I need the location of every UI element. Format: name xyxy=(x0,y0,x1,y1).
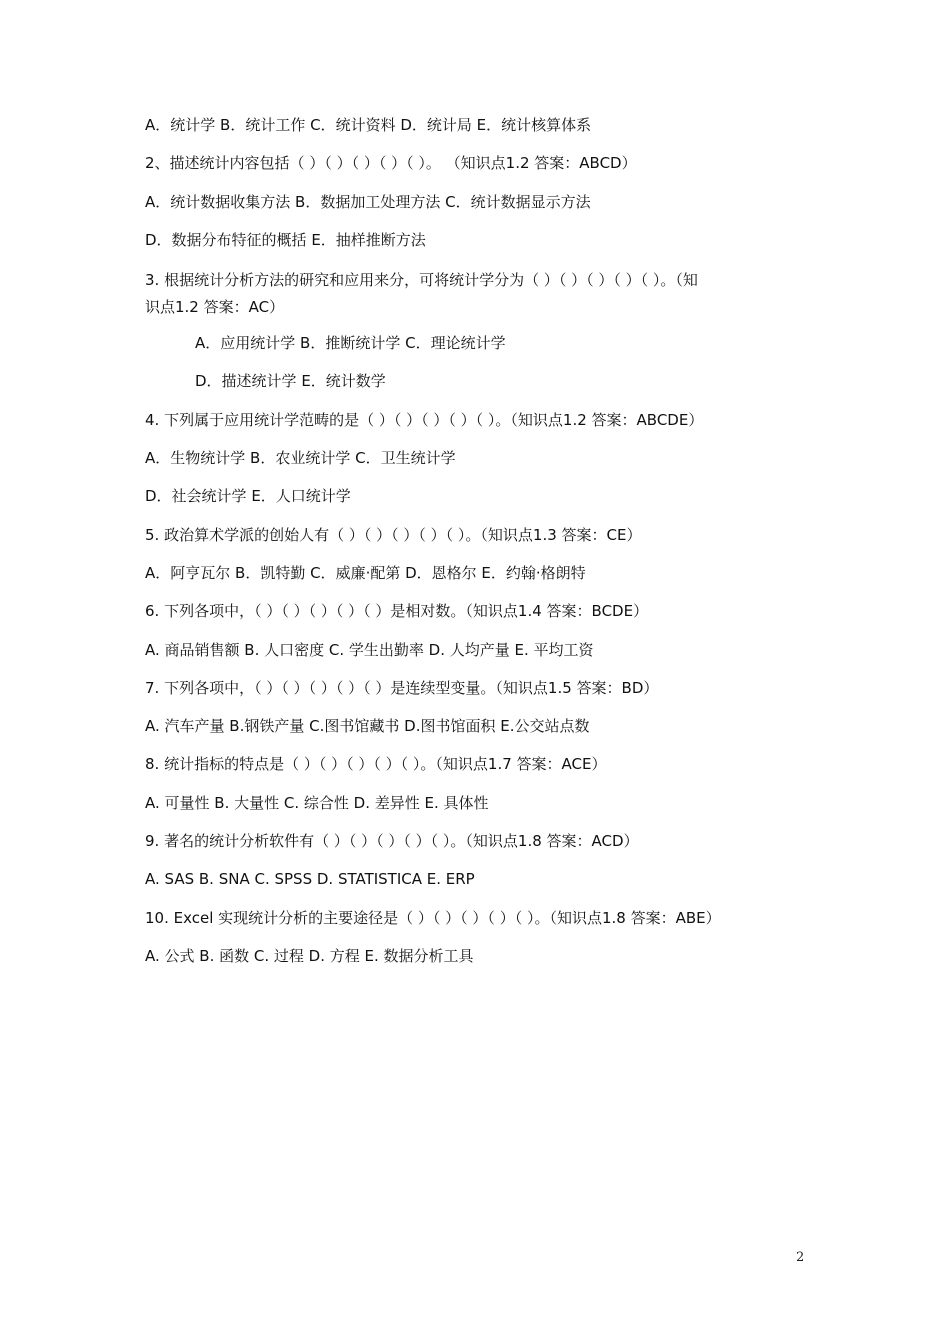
q10-question: 10. Excel 实现统计分析的主要途径是（ ）（ ）（ ）（ ）（ ）。（知识点1.8 答案：ABE） xyxy=(145,908,721,927)
q2-options-line-1: A．统计数据收集方法 B．数据加工处理方法 C．统计数据显示方法 xyxy=(145,192,591,211)
q9-question: 9. 著名的统计分析软件有（ ）（ ）（ ）（ ）（ ）。（知识点1.8 答案：ACD） xyxy=(145,832,639,851)
q3-options-line-1: A．应用统计学 B．推断统计学 C．理论统计学 xyxy=(195,334,506,353)
q3-options-line-2: D．描述统计学 E．统计数学 xyxy=(195,372,386,391)
q4-options-line-1: A．生物统计学 B．农业统计学 C．卫生统计学 xyxy=(145,449,456,468)
q3-question-line-2: 识点1.2 答案：AC） xyxy=(145,298,285,317)
q4-options-line-2: D．社会统计学 E．人口统计学 xyxy=(145,487,351,506)
q1-options: A．统计学 B．统计工作 C．统计资料 D．统计局 E．统计核算体系 xyxy=(145,116,592,134)
q3-question-line-1: 3. 根据统计分析方法的研究和应用来分，可将统计学分为（ ）（ ）（ ）（ ）（ ）。（知 xyxy=(145,271,698,290)
q7-options: A. 汽车产量 B.钢铁产量 C.图书馆藏书 D.图书馆面积 E.公交站点数 xyxy=(145,717,590,736)
page-number: 2 xyxy=(796,1250,805,1265)
q7-question: 7. 下列各项中，（ ）（ ）（ ）（ ）（ ）是连续型变量。（知识点1.5 答案：BD） xyxy=(145,678,659,697)
q2-question: 2、描述统计内容包括（ ）（ ）（ ）（ ）（ ）。 （知识点1.2 答案：ABCD） xyxy=(145,154,637,173)
q8-options: A. 可量性 B. 大量性 C. 综合性 D. 差异性 E. 具体性 xyxy=(145,793,489,812)
q5-question: 5. 政治算术学派的创始人有（ ）（ ）（ ）（ ）（ ）。（知识点1.3 答案：CE） xyxy=(145,525,642,544)
q3-question xyxy=(145,267,815,321)
q6-options: A. 商品销售额 B. 人口密度 C. 学生出勤率 D. 人均产量 E. 平均工资 xyxy=(145,640,594,659)
q4-question: 4. 下列属于应用统计学范畴的是（ ）（ ）（ ）（ ）（ ）。（知识点1.2 答案：ABCDE） xyxy=(145,410,704,429)
q9-options: A. SAS B. SNA C. SPSS D. STATISTICA E. ERP xyxy=(145,870,475,889)
q2-options-line-2: D．数据分布特征的概括 E．抽样推断方法 xyxy=(145,230,426,249)
q5-options: A．阿亨瓦尔 B．凯特勤 C．威廉·配第 D．恩格尔 E．约翰·格朗特 xyxy=(145,563,586,582)
q10-options: A. 公式 B. 函数 C. 过程 D. 方程 E. 数据分析工具 xyxy=(145,946,474,965)
q8-question: 8. 统计指标的特点是（ ）（ ）（ ）（ ）（ ）。（知识点1.7 答案：ACE） xyxy=(145,755,607,774)
q6-question: 6. 下列各项中，（ ）（ ）（ ）（ ）（ ）是相对数。（知识点1.4 答案：BCDE） xyxy=(145,602,649,621)
page-content xyxy=(145,114,815,983)
